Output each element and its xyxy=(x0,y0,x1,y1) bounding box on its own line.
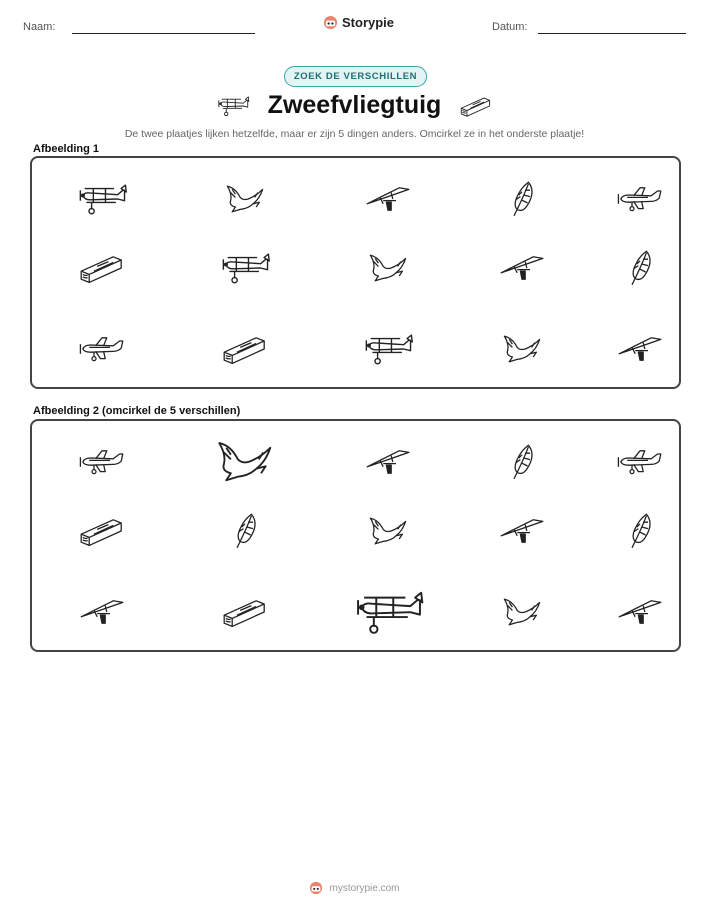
eagle-icon xyxy=(221,182,269,216)
title-text: Zweefvliegtuig xyxy=(267,91,442,119)
date-label: Datum: xyxy=(492,21,528,33)
hang-glider-icon xyxy=(615,333,665,365)
wood-plank-icon[interactable] xyxy=(78,514,126,548)
propeller-plane-icon[interactable] xyxy=(616,446,664,478)
wood-plank-icon xyxy=(221,332,269,366)
instructions: De twee plaatjes lijken hetzelfde, maar er zijn 5 dingen anders. Omcirkel ze in het onderste plaatje! xyxy=(124,128,585,140)
name-label: Naam: xyxy=(23,21,56,33)
biplane-icon xyxy=(362,331,414,367)
feather-icon[interactable] xyxy=(506,441,538,483)
hang-glider-icon[interactable] xyxy=(497,515,547,547)
page-title xyxy=(0,91,709,125)
picture2-label: Afbeelding 2 (omcirkel de 5 verschillen) xyxy=(33,405,241,417)
hang-glider-icon xyxy=(363,183,413,215)
feather-icon xyxy=(624,247,656,289)
hang-glider-icon[interactable] xyxy=(77,596,127,628)
eagle-icon[interactable] xyxy=(364,514,412,548)
feather-icon[interactable] xyxy=(624,510,656,552)
wood-plank-icon xyxy=(459,94,493,118)
wood-plank-icon[interactable] xyxy=(221,595,269,629)
feather-icon xyxy=(506,178,538,220)
hang-glider-icon[interactable] xyxy=(615,596,665,628)
wood-plank-icon xyxy=(78,251,126,285)
hang-glider-icon xyxy=(497,252,547,284)
eagle-icon xyxy=(498,332,546,366)
feather-icon[interactable] xyxy=(229,510,261,552)
biplane-icon xyxy=(216,94,250,118)
picture1-panel xyxy=(30,156,681,389)
propeller-plane-icon xyxy=(78,333,126,365)
worksheet-type-badge: ZOEK DE VERSCHILLEN xyxy=(284,66,427,87)
storypie-logo-icon xyxy=(309,881,323,895)
picture1-label: Afbeelding 1 xyxy=(33,143,100,155)
brand-name: Storypie xyxy=(342,15,395,30)
brand-logo xyxy=(323,15,394,30)
biplane-icon xyxy=(76,181,128,217)
name-field[interactable] xyxy=(72,33,255,34)
hang-glider-icon[interactable] xyxy=(363,446,413,478)
eagle-icon xyxy=(364,251,412,285)
propeller-plane-icon[interactable] xyxy=(78,446,126,478)
picture2-panel[interactable] xyxy=(30,419,681,652)
eagle-icon[interactable] xyxy=(498,595,546,629)
date-field[interactable] xyxy=(538,33,686,34)
storypie-logo-icon xyxy=(323,15,338,30)
biplane-icon[interactable] xyxy=(352,587,425,637)
eagle-icon[interactable] xyxy=(210,437,280,486)
footer-url: mystorypie.com xyxy=(329,882,400,894)
biplane-icon xyxy=(219,250,271,286)
footer xyxy=(0,881,709,895)
propeller-plane-icon xyxy=(616,183,664,215)
